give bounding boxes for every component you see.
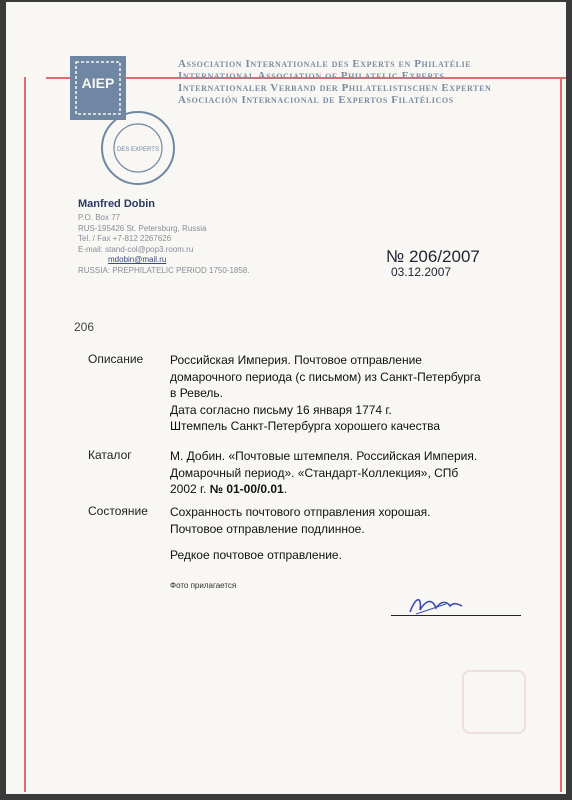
catalog-label: Каталог — [88, 448, 132, 462]
catalog-number: № 01-00/0.01 — [209, 482, 284, 496]
aiep-logo-seal — [68, 48, 178, 188]
sender-po-box: P.O. Box 77 — [78, 213, 121, 222]
condition-label: Состояние — [88, 504, 148, 518]
condition-line: Почтовое отправление подлинное. — [170, 521, 365, 536]
certificate-number: № 206/2007 — [386, 247, 480, 266]
catalog-line: М. Добин. «Почтовые штемпеля. Российская Империя. — [170, 449, 478, 463]
certificate-page — [6, 2, 566, 794]
description-line: Российская Империя. Почтовое отправление — [170, 353, 422, 367]
header-line-4: Asociación Internacional de Expertos Filatélicos — [178, 94, 454, 106]
header-line-2: International Association of Philatelic Experts — [178, 70, 445, 82]
condition-line: Сохранность почтового отправления хорошая. — [170, 505, 431, 519]
item-number: 206 — [74, 320, 95, 334]
sender-block — [78, 197, 249, 276]
logo-letters: AIEP — [81, 75, 115, 91]
photo-note: Фото прилагается — [170, 581, 237, 590]
catalog-line: Домарочный период». «Стандарт-Коллекция», СПб — [170, 465, 459, 480]
sender-email: E-mail: stand-col@pop3.room.ru — [78, 244, 194, 254]
sender-address: RUS-195426 St. Petersburg, Russia — [78, 223, 207, 233]
catalog-line — [170, 481, 510, 498]
sender-specialty: RUSSIA: PREPHILATELIC PERIOD 1750-1858. — [78, 265, 250, 275]
description-text — [170, 352, 510, 435]
seal-center-text: DES EXPERTS — [117, 147, 159, 153]
description-line: Штемпель Санкт-Петербурга хорошего качества — [170, 419, 441, 433]
sender-email-2[interactable]: mdobin@mail.ru — [108, 255, 167, 264]
signature-line — [391, 615, 521, 616]
catalog-year: 2002 г. — [170, 482, 210, 496]
catalog-period: . — [283, 482, 288, 496]
frame-right-border — [560, 77, 562, 792]
description-line: домарочного периода (с письмом) из Санкт-Петербурга — [170, 369, 481, 384]
certificate-date: 03.12.2007 — [391, 265, 452, 279]
description-line: в Ревель. — [170, 386, 223, 400]
header-line-3: Internationaler Verband der Philatelistischen Experten — [178, 82, 492, 94]
condition-text — [170, 504, 510, 564]
header-line-1: Association Internationale des Experts en Philatélie — [178, 58, 472, 70]
sender-name: Manfred Dobin — [78, 198, 155, 210]
rarity-note: Редкое почтовое отправление. — [170, 548, 342, 562]
frame-left-border — [24, 77, 26, 792]
description-line: Дата согласно письму 16 января 1774 г. — [170, 402, 392, 417]
description-label: Описание — [88, 352, 144, 366]
watermark-stamp — [462, 670, 526, 734]
sender-phone: Tel. / Fax +7-812 2267626 — [78, 234, 172, 243]
catalog-text — [170, 448, 510, 498]
